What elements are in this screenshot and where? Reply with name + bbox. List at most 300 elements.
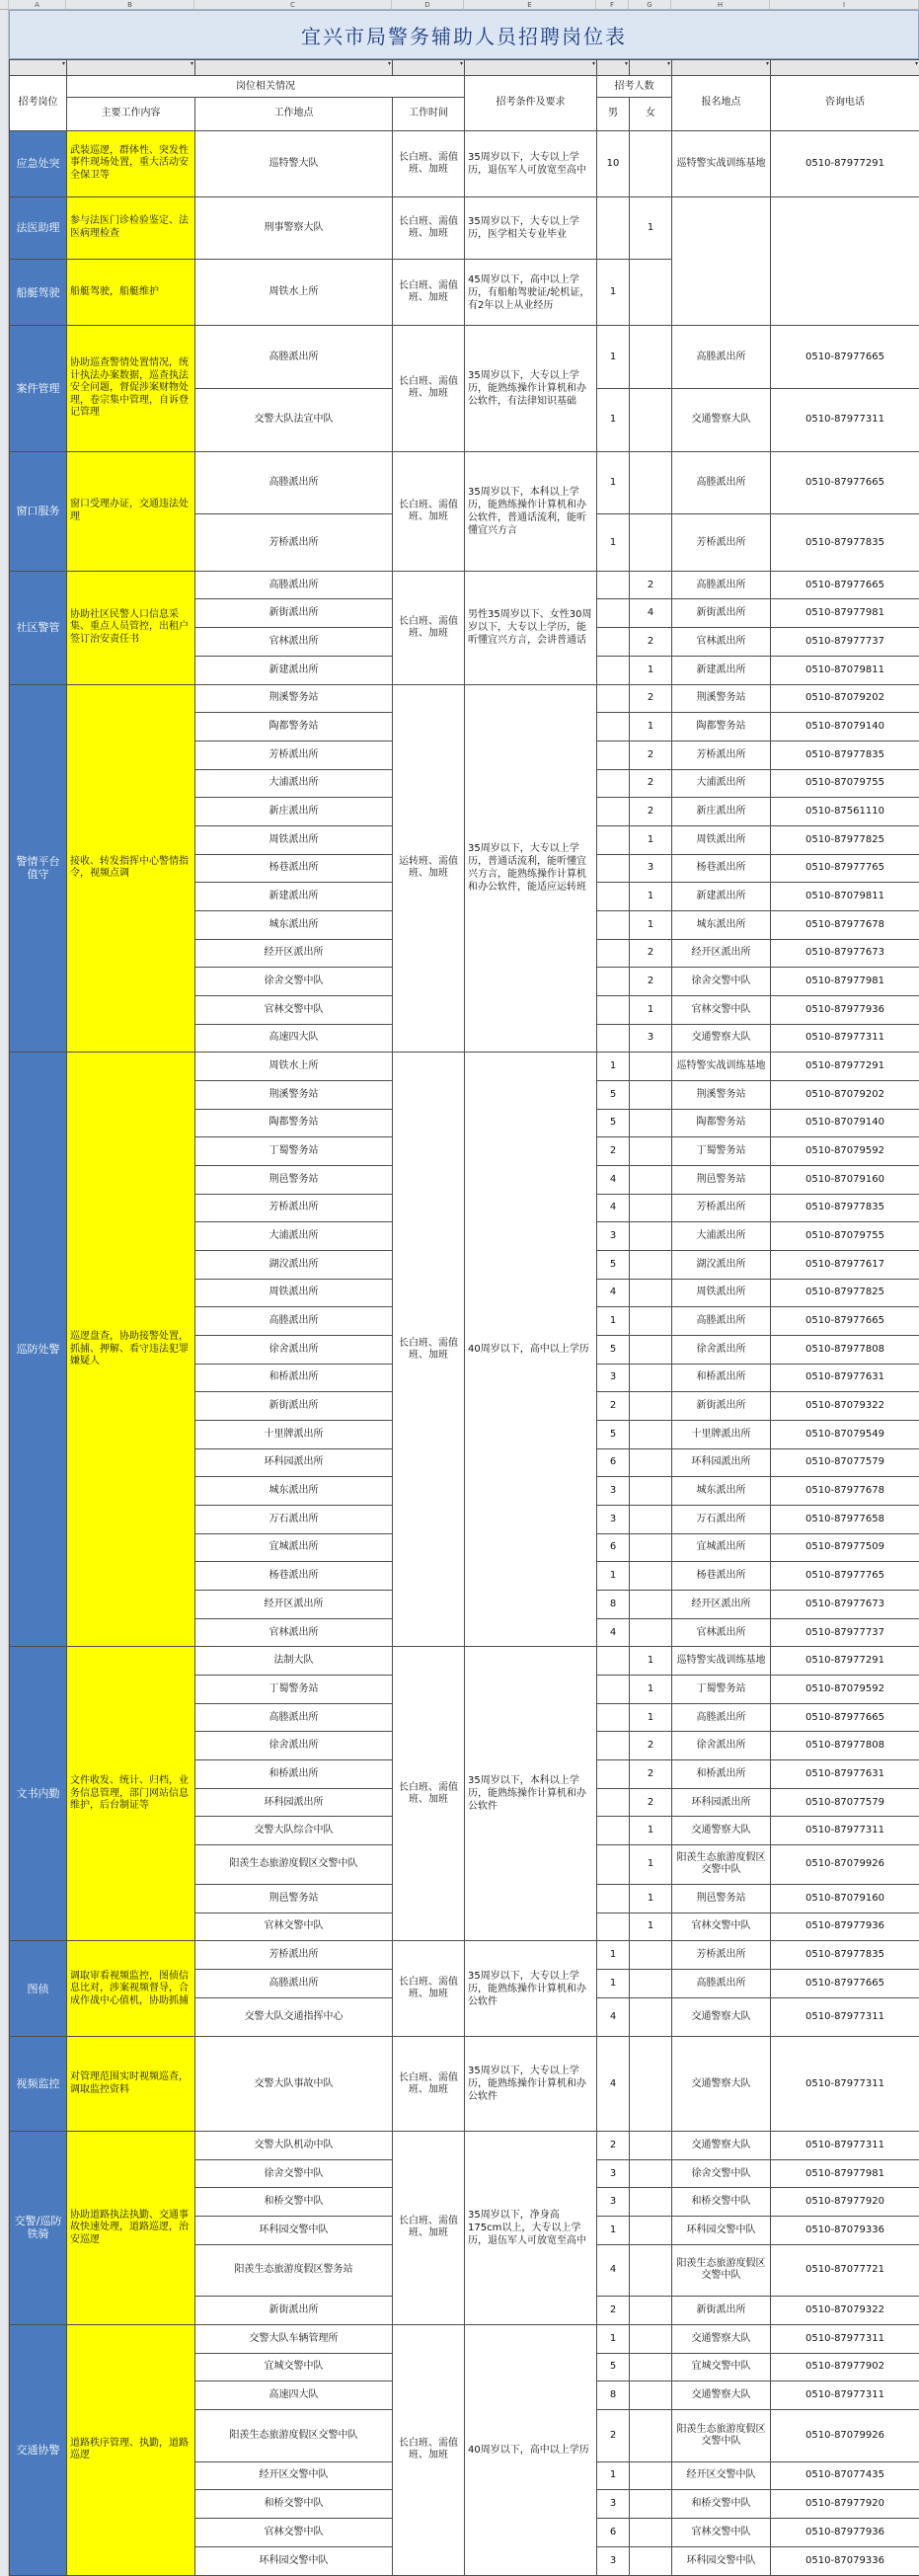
male-count-cell[interactable]: 8 bbox=[597, 1591, 630, 1619]
phone-cell[interactable]: 0510-87977631 bbox=[771, 1760, 919, 1789]
phone-cell[interactable]: 0510-87977936 bbox=[771, 995, 919, 1024]
requirements-cell[interactable]: 35周岁以下，本科以上学历，能熟练操作计算机和办公软件，普通话流利，能听懂宜兴方言 bbox=[465, 451, 597, 571]
male-count-cell[interactable] bbox=[597, 910, 630, 939]
male-count-cell[interactable] bbox=[597, 656, 630, 684]
register-location-cell[interactable]: 杨巷派出所 bbox=[672, 1562, 771, 1591]
location-cell[interactable]: 新建派出所 bbox=[195, 656, 393, 684]
register-location-cell[interactable]: 荆溪警务站 bbox=[672, 684, 771, 713]
filter-button[interactable] bbox=[67, 60, 195, 76]
location-cell[interactable]: 荆邑警务站 bbox=[195, 1165, 393, 1194]
duty-cell[interactable]: 参与法医门诊检验鉴定、法医病理检查 bbox=[67, 196, 195, 260]
duty-cell[interactable]: 船艇驾驶，船艇维护 bbox=[67, 260, 195, 326]
male-count-cell[interactable]: 1 bbox=[597, 388, 630, 451]
filter-button[interactable] bbox=[195, 60, 393, 76]
phone-cell[interactable]: 0510-87079811 bbox=[771, 656, 919, 684]
category-cell[interactable]: 窗口服务 bbox=[10, 451, 67, 571]
male-count-cell[interactable]: 5 bbox=[597, 2353, 630, 2381]
female-count-cell[interactable]: 1 bbox=[630, 995, 672, 1024]
register-location-cell[interactable]: 环科园交警中队 bbox=[672, 2546, 771, 2575]
female-count-cell[interactable] bbox=[630, 2518, 672, 2546]
female-count-cell[interactable] bbox=[630, 2381, 672, 2410]
phone-cell[interactable]: 0510-87977737 bbox=[771, 1618, 919, 1647]
female-count-cell[interactable] bbox=[630, 1477, 672, 1506]
phone-cell[interactable]: 0510-87077721 bbox=[771, 2244, 919, 2297]
register-location-cell[interactable]: 周铁派出所 bbox=[672, 1279, 771, 1307]
location-cell[interactable]: 城东派出所 bbox=[195, 910, 393, 939]
register-location-cell[interactable]: 官林交警中队 bbox=[672, 995, 771, 1024]
category-cell[interactable]: 案件管理 bbox=[10, 326, 67, 451]
female-count-cell[interactable] bbox=[630, 1969, 672, 1997]
location-cell[interactable]: 和桥派出所 bbox=[195, 1364, 393, 1392]
female-count-cell[interactable] bbox=[630, 1307, 672, 1336]
male-count-cell[interactable]: 10 bbox=[597, 130, 630, 196]
female-count-cell[interactable] bbox=[630, 1562, 672, 1591]
phone-cell[interactable]: 0510-87977291 bbox=[771, 1053, 919, 1081]
male-count-cell[interactable]: 5 bbox=[597, 1250, 630, 1279]
male-count-cell[interactable]: 1 bbox=[597, 2217, 630, 2245]
column-header-g[interactable]: G bbox=[629, 0, 671, 10]
register-location-cell[interactable]: 环科园派出所 bbox=[672, 1788, 771, 1817]
location-cell[interactable]: 和桥交警中队 bbox=[195, 2490, 393, 2519]
location-cell[interactable]: 荆溪警务站 bbox=[195, 1080, 393, 1109]
phone-cell[interactable]: 0510-87977981 bbox=[771, 2159, 919, 2188]
phone-cell[interactable]: 0510-87977291 bbox=[771, 130, 919, 196]
male-count-cell[interactable] bbox=[597, 1732, 630, 1760]
phone-cell[interactable]: 0510-87977902 bbox=[771, 2353, 919, 2381]
location-cell[interactable]: 交警大队事故中队 bbox=[195, 2037, 393, 2132]
phone-cell[interactable]: 0510-87977311 bbox=[771, 2037, 919, 2132]
location-cell[interactable]: 芳桥派出所 bbox=[195, 741, 393, 769]
category-cell[interactable]: 应急处突 bbox=[10, 130, 67, 196]
phone-cell[interactable]: 0510-87079160 bbox=[771, 1165, 919, 1194]
location-cell[interactable]: 宜城派出所 bbox=[195, 1533, 393, 1562]
female-count-cell[interactable] bbox=[630, 1137, 672, 1166]
register-location-cell[interactable]: 和桥交警中队 bbox=[672, 2490, 771, 2519]
female-count-cell[interactable]: 2 bbox=[630, 741, 672, 769]
female-count-cell[interactable] bbox=[630, 1364, 672, 1392]
duty-cell[interactable]: 协助社区民警人口信息采集、重点人员管控，出租户签订治安责任书 bbox=[67, 571, 195, 684]
male-count-cell[interactable] bbox=[597, 1845, 630, 1885]
phone-cell[interactable]: 0510-87977617 bbox=[771, 1250, 919, 1279]
location-cell[interactable]: 万石派出所 bbox=[195, 1505, 393, 1533]
register-location-cell[interactable]: 杨巷派出所 bbox=[672, 854, 771, 883]
female-count-cell[interactable] bbox=[630, 451, 672, 514]
male-count-cell[interactable]: 4 bbox=[597, 1165, 630, 1194]
filter-button[interactable] bbox=[771, 60, 919, 76]
register-location-cell[interactable]: 经开区派出所 bbox=[672, 1591, 771, 1619]
male-count-cell[interactable] bbox=[597, 1788, 630, 1817]
category-cell[interactable]: 交通协警 bbox=[10, 2324, 67, 2575]
phone-cell[interactable]: 0510-87977665 bbox=[771, 1703, 919, 1732]
location-cell[interactable]: 法制大队 bbox=[195, 1647, 393, 1676]
male-count-cell[interactable] bbox=[597, 769, 630, 798]
phone-cell[interactable]: 0510-87079322 bbox=[771, 1392, 919, 1421]
female-count-cell[interactable]: 1 bbox=[630, 1845, 672, 1885]
female-count-cell[interactable] bbox=[630, 1165, 672, 1194]
location-cell[interactable]: 徐舍交警中队 bbox=[195, 2159, 393, 2188]
register-location-cell[interactable]: 高塍派出所 bbox=[672, 326, 771, 389]
male-count-cell[interactable] bbox=[597, 825, 630, 854]
location-cell[interactable]: 湖㳇派出所 bbox=[195, 1250, 393, 1279]
register-location-cell[interactable]: 芳桥派出所 bbox=[672, 741, 771, 769]
location-cell[interactable]: 阳羡生态旅游度假区交警中队 bbox=[195, 1845, 393, 1885]
female-count-cell[interactable] bbox=[630, 2353, 672, 2381]
phone-cell[interactable]: 0510-87079926 bbox=[771, 1845, 919, 1885]
register-location-cell[interactable]: 城东派出所 bbox=[672, 910, 771, 939]
location-cell[interactable]: 高速四大队 bbox=[195, 1024, 393, 1053]
female-count-cell[interactable]: 2 bbox=[630, 684, 672, 713]
location-cell[interactable]: 经开区派出所 bbox=[195, 939, 393, 968]
male-count-cell[interactable] bbox=[597, 1703, 630, 1732]
register-location-cell[interactable]: 新街派出所 bbox=[672, 599, 771, 628]
register-location-cell[interactable]: 环科园派出所 bbox=[672, 1448, 771, 1477]
female-count-cell[interactable] bbox=[630, 1392, 672, 1421]
phone-cell[interactable]: 0510-87077579 bbox=[771, 1448, 919, 1477]
male-count-cell[interactable] bbox=[597, 995, 630, 1024]
register-location-cell[interactable]: 宜城派出所 bbox=[672, 1533, 771, 1562]
location-cell[interactable]: 城东派出所 bbox=[195, 1477, 393, 1506]
filter-button[interactable] bbox=[597, 60, 630, 76]
phone-cell[interactable]: 0510-87977825 bbox=[771, 1279, 919, 1307]
female-count-cell[interactable]: 1 bbox=[630, 656, 672, 684]
register-location-cell[interactable]: 阳羡生态旅游度假区交警中队 bbox=[672, 1845, 771, 1885]
phone-cell[interactable]: 0510-87079202 bbox=[771, 1080, 919, 1109]
register-location-cell[interactable]: 和桥派出所 bbox=[672, 1364, 771, 1392]
phone-cell[interactable]: 0510-87977311 bbox=[771, 2324, 919, 2353]
location-cell[interactable]: 周铁水上所 bbox=[195, 1053, 393, 1081]
duty-cell[interactable]: 协助道路执法执勤、交通事故快速处理，道路巡逻，治安巡逻 bbox=[67, 2132, 195, 2325]
register-location-cell[interactable]: 丁蜀警务站 bbox=[672, 1137, 771, 1166]
female-count-cell[interactable]: 1 bbox=[630, 1817, 672, 1845]
requirements-cell[interactable]: 35周岁以下，本科以上学历，能熟练操作计算机和办公软件 bbox=[465, 1647, 597, 1941]
duty-cell[interactable]: 调取审看视频监控，图侦信息比对，涉案视频督导，合成作战中心值机，协助抓捕 bbox=[67, 1941, 195, 2037]
male-count-cell[interactable]: 3 bbox=[597, 2490, 630, 2519]
female-count-cell[interactable]: 1 bbox=[630, 1647, 672, 1676]
location-cell[interactable]: 芳桥派出所 bbox=[195, 514, 393, 571]
register-location-cell[interactable]: 交通警察大队 bbox=[672, 1997, 771, 2037]
phone-cell[interactable]: 0510-87977981 bbox=[771, 968, 919, 996]
location-cell[interactable]: 和桥派出所 bbox=[195, 1760, 393, 1789]
location-cell[interactable]: 丁蜀警务站 bbox=[195, 1676, 393, 1704]
location-cell[interactable]: 环科园派出所 bbox=[195, 1448, 393, 1477]
female-count-cell[interactable]: 2 bbox=[630, 1732, 672, 1760]
female-count-cell[interactable]: 1 bbox=[630, 1912, 672, 1941]
male-count-cell[interactable] bbox=[597, 1647, 630, 1676]
register-location-cell[interactable]: 徐舍派出所 bbox=[672, 1732, 771, 1760]
male-count-cell[interactable]: 4 bbox=[597, 1194, 630, 1222]
register-location-cell[interactable]: 芳桥派出所 bbox=[672, 1194, 771, 1222]
category-cell[interactable]: 船艇驾驶 bbox=[10, 260, 67, 326]
female-count-cell[interactable]: 1 bbox=[630, 1884, 672, 1912]
male-count-cell[interactable]: 3 bbox=[597, 2546, 630, 2575]
female-count-cell[interactable] bbox=[630, 1941, 672, 1970]
male-count-cell[interactable] bbox=[597, 1817, 630, 1845]
location-cell[interactable]: 交警大队车辆管理所 bbox=[195, 2324, 393, 2353]
register-location-cell[interactable]: 周铁派出所 bbox=[672, 825, 771, 854]
female-count-cell[interactable] bbox=[630, 1279, 672, 1307]
location-cell[interactable]: 杨巷派出所 bbox=[195, 854, 393, 883]
female-count-cell[interactable] bbox=[630, 2490, 672, 2519]
filter-button[interactable] bbox=[465, 60, 597, 76]
register-location-cell[interactable]: 陶都警务站 bbox=[672, 1109, 771, 1137]
register-location-cell[interactable]: 新街派出所 bbox=[672, 1392, 771, 1421]
register-location-cell[interactable]: 交通警察大队 bbox=[672, 2037, 771, 2132]
female-count-cell[interactable] bbox=[630, 2217, 672, 2245]
phone-cell[interactable]: 0510-87977665 bbox=[771, 326, 919, 389]
male-count-cell[interactable] bbox=[597, 571, 630, 599]
female-count-cell[interactable] bbox=[630, 2159, 672, 2188]
phone-cell[interactable]: 0510-87977981 bbox=[771, 599, 919, 628]
phone-cell[interactable]: 0510-87079592 bbox=[771, 1137, 919, 1166]
female-count-cell[interactable]: 1 bbox=[630, 1676, 672, 1704]
hours-cell[interactable]: 长白班、需值班、加班 bbox=[393, 1647, 465, 1941]
column-header-b[interactable]: B bbox=[66, 0, 194, 10]
register-location-cell[interactable]: 和桥交警中队 bbox=[672, 2188, 771, 2217]
register-location-cell[interactable]: 芳桥派出所 bbox=[672, 1941, 771, 1970]
location-cell[interactable]: 周铁派出所 bbox=[195, 1279, 393, 1307]
phone-cell[interactable]: 0510-87079592 bbox=[771, 1676, 919, 1704]
male-count-cell[interactable] bbox=[597, 854, 630, 883]
male-count-cell[interactable]: 1 bbox=[597, 1053, 630, 1081]
location-cell[interactable]: 高塍派出所 bbox=[195, 326, 393, 389]
register-location-cell[interactable]: 徐舍派出所 bbox=[672, 1335, 771, 1364]
male-count-cell[interactable]: 6 bbox=[597, 1448, 630, 1477]
female-count-cell[interactable] bbox=[630, 1250, 672, 1279]
register-location-cell[interactable]: 新建派出所 bbox=[672, 883, 771, 911]
hours-cell[interactable]: 长白班、需值班、加班 bbox=[393, 1053, 465, 1647]
phone-cell[interactable]: 0510-87977678 bbox=[771, 1477, 919, 1506]
category-cell[interactable]: 警情平台值守 bbox=[10, 684, 67, 1053]
category-cell[interactable]: 视频监控 bbox=[10, 2037, 67, 2132]
register-location-cell[interactable]: 官林交警中队 bbox=[672, 1912, 771, 1941]
corner-cell[interactable] bbox=[0, 0, 9, 10]
register-location-cell[interactable]: 交通警察大队 bbox=[672, 388, 771, 451]
phone-cell[interactable]: 0510-87977311 bbox=[771, 1997, 919, 2037]
female-count-cell[interactable]: 1 bbox=[630, 825, 672, 854]
phone-cell[interactable]: 0510-87977808 bbox=[771, 1335, 919, 1364]
register-location-cell[interactable]: 阳羡生态旅游度假区交警中队 bbox=[672, 2409, 771, 2461]
column-header-h[interactable]: H bbox=[671, 0, 770, 10]
male-count-cell[interactable]: 4 bbox=[597, 2244, 630, 2297]
phone-cell[interactable]: 0510-87079926 bbox=[771, 2409, 919, 2461]
location-cell[interactable]: 周铁派出所 bbox=[195, 825, 393, 854]
register-location-cell[interactable]: 高塍派出所 bbox=[672, 1703, 771, 1732]
male-count-cell[interactable] bbox=[597, 1884, 630, 1912]
register-location-cell[interactable]: 巡特警实战训练基地 bbox=[672, 1647, 771, 1676]
duty-cell[interactable]: 道路秩序管理、执勤，道路巡逻 bbox=[67, 2324, 195, 2575]
location-cell[interactable]: 芳桥派出所 bbox=[195, 1194, 393, 1222]
location-cell[interactable]: 和桥交警中队 bbox=[195, 2188, 393, 2217]
male-count-cell[interactable]: 5 bbox=[597, 1109, 630, 1137]
register-location-cell[interactable]: 巡特警实战训练基地 bbox=[672, 1053, 771, 1081]
female-count-cell[interactable]: 1 bbox=[630, 910, 672, 939]
location-cell[interactable]: 官林派出所 bbox=[195, 628, 393, 657]
female-count-cell[interactable] bbox=[630, 1618, 672, 1647]
phone-cell[interactable]: 0510-87079336 bbox=[771, 2217, 919, 2245]
female-count-cell[interactable] bbox=[630, 1194, 672, 1222]
female-count-cell[interactable] bbox=[630, 1222, 672, 1251]
phone-cell[interactable]: 0510-87079140 bbox=[771, 713, 919, 742]
male-count-cell[interactable]: 6 bbox=[597, 2518, 630, 2546]
register-location-cell[interactable]: 环科园交警中队 bbox=[672, 2217, 771, 2245]
filter-button[interactable] bbox=[630, 60, 672, 76]
column-header-e[interactable]: E bbox=[464, 0, 596, 10]
location-cell[interactable]: 陶都警务站 bbox=[195, 1109, 393, 1137]
phone-cell[interactable]: 0510-87977631 bbox=[771, 1364, 919, 1392]
female-count-cell[interactable]: 4 bbox=[630, 599, 672, 628]
phone-cell[interactable]: 0510-87079336 bbox=[771, 2546, 919, 2575]
phone-cell[interactable]: 0510-87977311 bbox=[771, 1024, 919, 1053]
phone-cell[interactable]: 0510-87977311 bbox=[771, 2381, 919, 2410]
male-count-cell[interactable]: 2 bbox=[597, 1392, 630, 1421]
female-count-cell[interactable]: 2 bbox=[630, 1788, 672, 1817]
location-cell[interactable]: 大浦派出所 bbox=[195, 1222, 393, 1251]
register-location-cell[interactable]: 官林交警中队 bbox=[672, 2518, 771, 2546]
male-count-cell[interactable] bbox=[597, 628, 630, 657]
register-location-cell[interactable]: 和桥派出所 bbox=[672, 1760, 771, 1789]
phone-cell[interactable]: 0510-87079549 bbox=[771, 1420, 919, 1448]
row-number-gutter[interactable] bbox=[0, 10, 9, 2576]
phone-cell[interactable]: 0510-87977311 bbox=[771, 1817, 919, 1845]
location-cell[interactable]: 官林派出所 bbox=[195, 1618, 393, 1647]
male-count-cell[interactable]: 8 bbox=[597, 2381, 630, 2410]
male-count-cell[interactable]: 1 bbox=[597, 2324, 630, 2353]
female-count-cell[interactable] bbox=[630, 2132, 672, 2160]
male-count-cell[interactable] bbox=[597, 713, 630, 742]
register-location-cell[interactable]: 交通警察大队 bbox=[672, 1817, 771, 1845]
phone-cell[interactable]: 0510-87079811 bbox=[771, 883, 919, 911]
phone-cell[interactable]: 0510-87977825 bbox=[771, 825, 919, 854]
male-count-cell[interactable]: 4 bbox=[597, 1279, 630, 1307]
requirements-cell[interactable]: 35周岁以下，大专以上学历，普通话流利，能听懂宜兴方言，能熟练操作计算机和办公软件，能适应运转班 bbox=[465, 684, 597, 1053]
female-count-cell[interactable] bbox=[630, 130, 672, 196]
location-cell[interactable]: 官林交警中队 bbox=[195, 1912, 393, 1941]
male-count-cell[interactable] bbox=[597, 196, 630, 260]
register-location-cell[interactable]: 新建派出所 bbox=[672, 656, 771, 684]
phone-cell[interactable]: 0510-87977920 bbox=[771, 2188, 919, 2217]
male-count-cell[interactable]: 4 bbox=[597, 2037, 630, 2132]
female-count-cell[interactable] bbox=[630, 388, 672, 451]
female-count-cell[interactable] bbox=[630, 514, 672, 571]
male-count-cell[interactable]: 1 bbox=[597, 514, 630, 571]
duty-cell[interactable]: 巡逻盘查，协助接警处置，抓捕、押解、看守违法犯罪嫌疑人 bbox=[67, 1053, 195, 1647]
register-location-cell[interactable]: 经开区交警中队 bbox=[672, 2461, 771, 2490]
phone-cell[interactable]: 0510-87977509 bbox=[771, 1533, 919, 1562]
female-count-cell[interactable]: 1 bbox=[630, 196, 672, 260]
phone-cell[interactable]: 0510-87079755 bbox=[771, 1222, 919, 1251]
hours-cell[interactable]: 长白班、需值班、加班 bbox=[393, 2132, 465, 2325]
location-cell[interactable]: 高速四大队 bbox=[195, 2381, 393, 2410]
phone-cell[interactable]: 0510-87077579 bbox=[771, 1788, 919, 1817]
duty-cell[interactable]: 对管理范围实时视频巡查，调取监控资料 bbox=[67, 2037, 195, 2132]
male-count-cell[interactable]: 1 bbox=[597, 1562, 630, 1591]
duty-cell[interactable]: 窗口受理办证，交通违法处理 bbox=[67, 451, 195, 571]
location-cell[interactable]: 新建派出所 bbox=[195, 883, 393, 911]
register-location-cell[interactable]: 城东派出所 bbox=[672, 1477, 771, 1506]
hours-cell[interactable]: 长白班、需值班、加班 bbox=[393, 326, 465, 451]
register-location-cell[interactable]: 陶都警务站 bbox=[672, 713, 771, 742]
phone-cell[interactable]: 0510-87977311 bbox=[771, 2132, 919, 2160]
female-count-cell[interactable]: 1 bbox=[630, 883, 672, 911]
category-cell[interactable]: 社区警管 bbox=[10, 571, 67, 684]
male-count-cell[interactable] bbox=[597, 1024, 630, 1053]
duty-cell[interactable]: 协助巡查警情处置情况，统计执法办案数据，巡查执法安全问题，督促涉案财物处理，卷宗集中管理，自诉登记管理 bbox=[67, 326, 195, 451]
male-count-cell[interactable]: 2 bbox=[597, 2132, 630, 2160]
phone-cell[interactable]: 0510-87977673 bbox=[771, 939, 919, 968]
male-count-cell[interactable]: 2 bbox=[597, 2409, 630, 2461]
location-cell[interactable]: 经开区派出所 bbox=[195, 1591, 393, 1619]
register-location-cell[interactable]: 荆溪警务站 bbox=[672, 1080, 771, 1109]
phone-cell[interactable]: 0510-87977808 bbox=[771, 1732, 919, 1760]
female-count-cell[interactable] bbox=[630, 1448, 672, 1477]
female-count-cell[interactable] bbox=[630, 1335, 672, 1364]
requirements-cell[interactable]: 35周岁以下，大专以上学历，退伍军人可放宽至高中 bbox=[465, 130, 597, 196]
location-cell[interactable]: 丁蜀警务站 bbox=[195, 1137, 393, 1166]
register-location-cell[interactable]: 荆邑警务站 bbox=[672, 1884, 771, 1912]
category-cell[interactable]: 交警/巡防铁骑 bbox=[10, 2132, 67, 2325]
male-count-cell[interactable] bbox=[597, 1676, 630, 1704]
male-count-cell[interactable]: 2 bbox=[597, 2297, 630, 2325]
category-cell[interactable]: 法医助理 bbox=[10, 196, 67, 260]
male-count-cell[interactable] bbox=[597, 1912, 630, 1941]
location-cell[interactable]: 阳羡生态旅游度假区警务站 bbox=[195, 2244, 393, 2297]
location-cell[interactable]: 大浦派出所 bbox=[195, 769, 393, 798]
column-header-c[interactable]: C bbox=[194, 0, 392, 10]
female-count-cell[interactable]: 2 bbox=[630, 1760, 672, 1789]
female-count-cell[interactable] bbox=[630, 2461, 672, 2490]
phone-cell[interactable]: 0510-87977737 bbox=[771, 628, 919, 657]
location-cell[interactable]: 巡特警大队 bbox=[195, 130, 393, 196]
phone-cell[interactable] bbox=[771, 196, 919, 326]
hours-cell[interactable]: 长白班、需值班、加班 bbox=[393, 260, 465, 326]
requirements-cell[interactable]: 男性35周岁以下、女性30周岁以下，大专以上学历，能听懂宜兴方言，会讲普通话 bbox=[465, 571, 597, 684]
female-count-cell[interactable] bbox=[630, 2188, 672, 2217]
female-count-cell[interactable] bbox=[630, 1997, 672, 2037]
column-header-d[interactable]: D bbox=[392, 0, 464, 10]
location-cell[interactable]: 高塍派出所 bbox=[195, 571, 393, 599]
male-count-cell[interactable]: 1 bbox=[597, 451, 630, 514]
phone-cell[interactable]: 0510-87977765 bbox=[771, 854, 919, 883]
male-count-cell[interactable]: 1 bbox=[597, 260, 630, 326]
register-location-cell[interactable]: 十里牌派出所 bbox=[672, 1420, 771, 1448]
female-count-cell[interactable]: 2 bbox=[630, 628, 672, 657]
female-count-cell[interactable] bbox=[630, 2244, 672, 2297]
register-location-cell[interactable]: 大浦派出所 bbox=[672, 1222, 771, 1251]
requirements-cell[interactable]: 35周岁以下，净身高175cm以上，大专以上学历，退伍军人可放宽至高中 bbox=[465, 2132, 597, 2325]
location-cell[interactable]: 高塍派出所 bbox=[195, 1969, 393, 1997]
female-count-cell[interactable]: 2 bbox=[630, 798, 672, 826]
phone-cell[interactable]: 0510-87977936 bbox=[771, 1912, 919, 1941]
location-cell[interactable]: 官林交警中队 bbox=[195, 2518, 393, 2546]
phone-cell[interactable]: 0510-87977678 bbox=[771, 910, 919, 939]
male-count-cell[interactable]: 2 bbox=[597, 1137, 630, 1166]
location-cell[interactable]: 刑事警察大队 bbox=[195, 196, 393, 260]
phone-cell[interactable]: 0510-87977665 bbox=[771, 451, 919, 514]
female-count-cell[interactable] bbox=[630, 1053, 672, 1081]
location-cell[interactable]: 徐舍交警中队 bbox=[195, 968, 393, 996]
column-header-a[interactable]: A bbox=[9, 0, 66, 10]
location-cell[interactable]: 经开区交警中队 bbox=[195, 2461, 393, 2490]
location-cell[interactable]: 徐舍派出所 bbox=[195, 1335, 393, 1364]
register-location-cell[interactable]: 新庄派出所 bbox=[672, 798, 771, 826]
location-cell[interactable]: 新街派出所 bbox=[195, 599, 393, 628]
male-count-cell[interactable] bbox=[597, 939, 630, 968]
location-cell[interactable]: 交警大队综合中队 bbox=[195, 1817, 393, 1845]
location-cell[interactable]: 交警大队法宣中队 bbox=[195, 388, 393, 451]
location-cell[interactable]: 荆邑警务站 bbox=[195, 1884, 393, 1912]
category-cell[interactable]: 图侦 bbox=[10, 1941, 67, 2037]
phone-cell[interactable]: 0510-87977311 bbox=[771, 388, 919, 451]
